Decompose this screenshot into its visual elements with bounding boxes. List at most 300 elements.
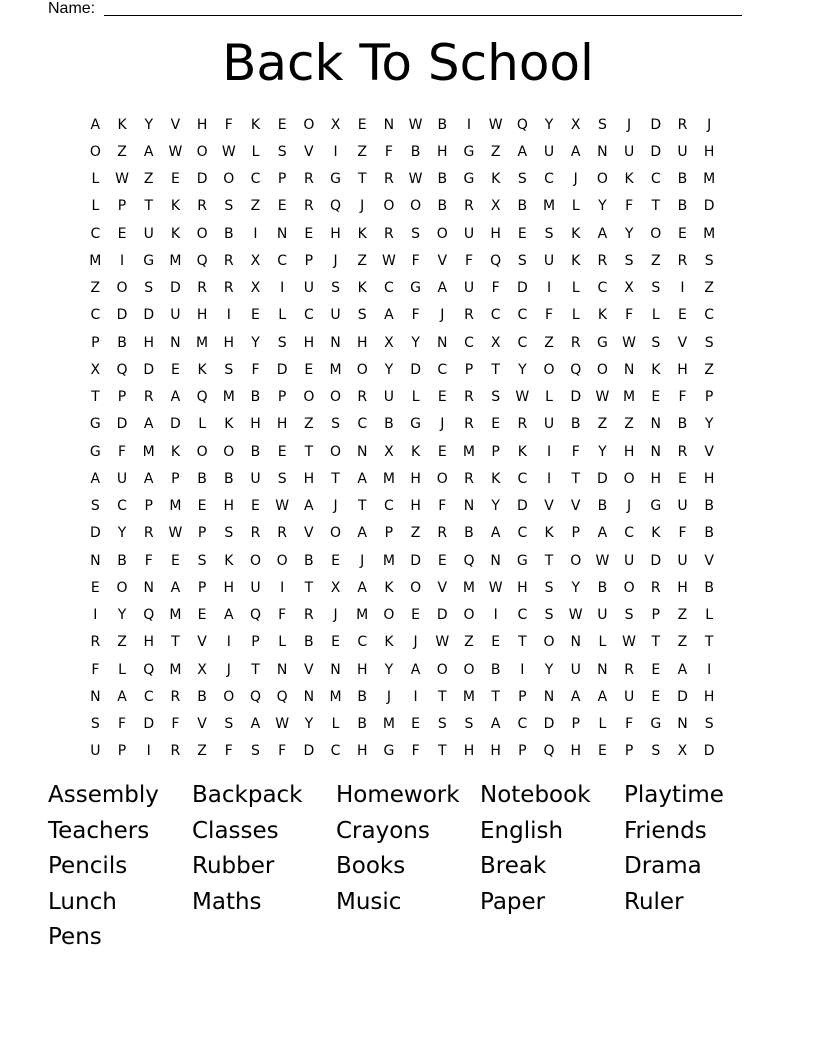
grid-letter[interactable]: L [198, 416, 206, 433]
grid-letter[interactable]: K [170, 225, 180, 242]
grid-letter[interactable]: V [170, 116, 181, 133]
grid-letter[interactable]: P [518, 688, 527, 705]
grid-letter[interactable]: O [436, 661, 448, 678]
grid-letter[interactable]: O [436, 470, 448, 487]
grid-letter[interactable]: N [597, 143, 608, 160]
grid-letter[interactable]: C [544, 171, 554, 188]
grid-letter[interactable]: B [357, 716, 368, 733]
grid-letter[interactable]: S [651, 334, 661, 351]
grid-letter[interactable]: J [386, 688, 391, 705]
grid-letter[interactable]: O [463, 607, 475, 624]
grid-letter[interactable]: L [571, 307, 580, 324]
grid-letter[interactable]: Z [464, 634, 474, 651]
grid-letter[interactable]: A [597, 225, 608, 242]
grid-letter[interactable]: E [411, 607, 421, 624]
grid-letter[interactable]: O [543, 634, 555, 651]
grid-letter[interactable]: E [197, 498, 207, 515]
grid-letter[interactable]: E [170, 171, 180, 188]
grid-letter[interactable]: S [90, 498, 100, 515]
grid-letter[interactable]: A [90, 116, 101, 133]
grid-letter[interactable]: H [143, 334, 154, 351]
grid-letter[interactable]: D [276, 361, 288, 378]
grid-letter[interactable]: D [89, 525, 101, 542]
grid-letter[interactable]: D [570, 389, 582, 406]
grid-letter[interactable]: H [356, 334, 368, 351]
grid-letter[interactable]: U [543, 143, 555, 160]
grid-letter[interactable]: F [411, 743, 420, 760]
grid-letter[interactable]: B [197, 470, 207, 487]
grid-letter[interactable]: T [251, 661, 260, 678]
grid-letter[interactable]: X [384, 443, 394, 460]
grid-letter[interactable]: K [651, 525, 661, 542]
grid-letter[interactable]: J [360, 552, 365, 569]
grid-letter[interactable]: R [223, 280, 234, 297]
grid-letter[interactable]: R [197, 198, 207, 215]
grid-letter[interactable]: C [357, 416, 368, 433]
grid-letter[interactable]: S [197, 552, 207, 569]
grid-letter[interactable]: E [491, 634, 501, 651]
grid-letter[interactable]: W [275, 498, 290, 515]
grid-letter[interactable]: U [677, 552, 688, 569]
grid-letter[interactable]: I [680, 280, 685, 297]
grid-letter[interactable]: A [143, 143, 154, 160]
grid-letter[interactable]: R [357, 389, 368, 406]
grid-letter[interactable]: E [651, 688, 661, 705]
grid-letter[interactable]: Y [491, 498, 500, 515]
grid-letter[interactable]: B [304, 552, 314, 569]
grid-letter[interactable]: W [381, 252, 396, 269]
grid-letter[interactable]: E [437, 552, 447, 569]
name-line[interactable] [104, 15, 742, 16]
grid-letter[interactable]: Y [384, 661, 394, 678]
grid-letter[interactable]: O [330, 443, 342, 460]
grid-letter[interactable]: K [384, 579, 394, 596]
grid-letter[interactable]: P [571, 525, 580, 542]
grid-letter[interactable]: R [143, 525, 154, 542]
grid-letter[interactable]: L [331, 716, 340, 733]
grid-letter[interactable]: Q [490, 252, 502, 269]
grid-letter[interactable]: Z [357, 143, 368, 160]
grid-letter[interactable]: N [677, 716, 688, 733]
grid-letter[interactable]: R [517, 416, 528, 433]
grid-letter[interactable]: Z [677, 607, 688, 624]
grid-letter[interactable]: Q [570, 361, 582, 378]
grid-letter[interactable]: A [384, 307, 394, 324]
grid-letter[interactable]: J [440, 307, 445, 324]
grid-letter[interactable]: R [384, 225, 394, 242]
grid-letter[interactable]: S [491, 389, 501, 406]
grid-letter[interactable]: U [623, 143, 635, 160]
grid-letter[interactable]: D [410, 552, 421, 569]
grid-letter[interactable]: R [303, 198, 314, 215]
grid-letter[interactable]: F [224, 743, 233, 760]
grid-letter[interactable]: A [304, 498, 314, 515]
grid-letter[interactable]: Z [544, 334, 554, 351]
grid-letter[interactable]: M [382, 716, 395, 733]
grid-letter[interactable]: S [597, 116, 607, 133]
grid-letter[interactable]: Y [598, 198, 607, 215]
grid-letter[interactable]: R [597, 252, 608, 269]
grid-letter[interactable]: D [196, 171, 208, 188]
grid-letter[interactable]: O [223, 443, 235, 460]
grid-letter[interactable]: A [677, 661, 688, 678]
grid-letter[interactable]: B [197, 688, 207, 705]
grid-letter[interactable]: J [333, 252, 338, 269]
grid-letter[interactable]: H [490, 743, 501, 760]
grid-letter[interactable]: X [490, 198, 501, 215]
grid-letter[interactable]: F [411, 307, 420, 324]
grid-letter[interactable]: O [623, 579, 635, 596]
grid-letter[interactable]: Q [249, 688, 261, 705]
grid-letter[interactable]: G [650, 716, 662, 733]
grid-letter[interactable]: P [464, 361, 474, 378]
grid-letter[interactable]: Y [117, 525, 127, 542]
grid-letter[interactable]: U [170, 307, 181, 324]
grid-letter[interactable]: K [170, 443, 180, 460]
grid-letter[interactable]: H [570, 743, 581, 760]
grid-letter[interactable]: D [170, 280, 181, 297]
grid-letter[interactable]: R [464, 389, 474, 406]
grid-letter[interactable]: U [250, 470, 261, 487]
grid-letter[interactable]: K [117, 116, 127, 133]
grid-letter[interactable]: Y [411, 334, 420, 351]
grid-letter[interactable]: Z [90, 280, 101, 297]
grid-letter[interactable]: U [330, 307, 341, 324]
grid-letter[interactable]: H [650, 470, 662, 487]
grid-letter[interactable]: R [90, 634, 101, 651]
grid-letter[interactable]: E [357, 116, 367, 133]
grid-letter[interactable]: V [304, 525, 314, 542]
grid-letter[interactable]: A [597, 525, 608, 542]
grid-letter[interactable]: O [303, 389, 315, 406]
grid-letter[interactable]: R [624, 661, 634, 678]
grid-letter[interactable]: G [650, 498, 662, 515]
grid-letter[interactable]: U [383, 389, 395, 406]
grid-letter[interactable]: C [90, 225, 101, 242]
grid-letter[interactable]: E [277, 116, 287, 133]
grid-letter[interactable]: P [277, 171, 287, 188]
grid-letter[interactable]: N [383, 116, 395, 133]
grid-letter[interactable]: E [197, 607, 207, 624]
grid-letter[interactable]: Q [143, 661, 155, 678]
grid-letter[interactable]: Z [677, 634, 688, 651]
grid-letter[interactable]: I [493, 607, 498, 624]
grid-letter[interactable]: S [464, 716, 474, 733]
grid-letter[interactable]: T [544, 552, 554, 569]
grid-letter[interactable]: B [677, 416, 688, 433]
grid-letter[interactable]: B [437, 116, 448, 133]
grid-letter[interactable]: B [490, 661, 501, 678]
grid-letter[interactable]: Z [143, 171, 154, 188]
grid-letter[interactable]: C [143, 688, 154, 705]
grid-letter[interactable]: O [276, 552, 288, 569]
grid-letter[interactable]: M [623, 389, 636, 406]
grid-letter[interactable]: T [518, 634, 527, 651]
grid-letter[interactable]: A [490, 525, 501, 542]
grid-letter[interactable]: E [678, 307, 687, 324]
grid-letter[interactable]: J [333, 498, 338, 515]
grid-letter[interactable]: P [91, 334, 100, 351]
grid-letter[interactable]: F [118, 443, 127, 460]
grid-letter[interactable]: A [357, 470, 367, 487]
grid-letter[interactable]: A [437, 280, 448, 297]
grid-letter[interactable]: S [331, 416, 340, 433]
grid-letter[interactable]: C [90, 307, 101, 324]
grid-letter[interactable]: F [144, 552, 153, 569]
grid-letter[interactable]: N [90, 552, 101, 569]
grid-letter[interactable]: H [143, 634, 154, 651]
grid-letter[interactable]: D [677, 688, 688, 705]
grid-letter[interactable]: U [116, 470, 128, 487]
grid-letter[interactable]: P [304, 252, 314, 269]
grid-letter[interactable]: S [357, 307, 367, 324]
grid-letter[interactable]: S [544, 579, 554, 596]
grid-letter[interactable]: T [304, 443, 314, 460]
grid-letter[interactable]: H [356, 743, 368, 760]
grid-letter[interactable]: D [543, 716, 555, 733]
grid-letter[interactable]: C [517, 334, 528, 351]
grid-letter[interactable]: N [623, 361, 635, 378]
grid-letter[interactable]: S [651, 280, 661, 297]
grid-letter[interactable]: N [170, 334, 181, 351]
grid-letter[interactable]: U [597, 607, 608, 624]
grid-letter[interactable]: M [169, 661, 182, 678]
grid-letter[interactable]: E [651, 389, 661, 406]
grid-letter[interactable]: V [677, 334, 688, 351]
grid-letter[interactable]: B [223, 225, 234, 242]
grid-letter[interactable]: D [116, 307, 128, 324]
grid-letter[interactable]: K [357, 225, 367, 242]
grid-letter[interactable]: B [597, 498, 608, 515]
grid-letter[interactable]: S [624, 252, 634, 269]
grid-letter[interactable]: W [595, 552, 610, 569]
grid-letter[interactable]: T [357, 171, 367, 188]
grid-letter[interactable]: I [226, 634, 231, 651]
grid-letter[interactable]: J [627, 498, 632, 515]
grid-letter[interactable]: H [677, 361, 688, 378]
grid-letter[interactable]: V [544, 498, 554, 515]
grid-letter[interactable]: D [143, 716, 155, 733]
grid-letter[interactable]: B [437, 198, 448, 215]
grid-letter[interactable]: L [598, 716, 607, 733]
grid-letter[interactable]: M [382, 470, 395, 487]
grid-letter[interactable]: G [596, 334, 608, 351]
grid-letter[interactable]: C [437, 361, 448, 378]
grid-letter[interactable]: B [117, 552, 127, 569]
grid-letter[interactable]: O [330, 389, 342, 406]
grid-letter[interactable]: N [303, 688, 315, 705]
grid-letter[interactable]: E [304, 225, 314, 242]
grid-letter[interactable]: O [650, 225, 662, 242]
grid-letter[interactable]: I [546, 280, 552, 297]
grid-letter[interactable]: S [277, 334, 287, 351]
grid-letter[interactable]: U [623, 552, 635, 569]
grid-letter[interactable]: U [677, 498, 688, 515]
grid-letter[interactable]: M [542, 198, 556, 215]
grid-letter[interactable]: B [223, 470, 234, 487]
grid-letter[interactable]: A [357, 579, 367, 596]
grid-letter[interactable]: U [250, 579, 261, 596]
grid-letter[interactable]: H [356, 661, 368, 678]
grid-letter[interactable]: M [169, 498, 182, 515]
grid-letter[interactable]: H [437, 143, 448, 160]
grid-letter[interactable]: B [250, 389, 261, 406]
grid-letter[interactable]: L [571, 198, 580, 215]
grid-letter[interactable]: H [703, 688, 715, 705]
grid-letter[interactable]: O [570, 552, 582, 569]
grid-letter[interactable]: H [223, 334, 235, 351]
grid-letter[interactable]: R [143, 389, 154, 406]
grid-letter[interactable]: I [146, 743, 151, 760]
grid-letter[interactable]: W [168, 525, 183, 542]
grid-letter[interactable]: M [329, 688, 342, 705]
grid-letter[interactable]: B [677, 198, 688, 215]
grid-letter[interactable]: V [197, 716, 207, 733]
grid-letter[interactable]: R [303, 171, 314, 188]
grid-letter[interactable]: K [544, 525, 554, 542]
grid-letter[interactable]: S [544, 225, 554, 242]
grid-letter[interactable]: A [170, 389, 181, 406]
grid-letter[interactable]: V [197, 634, 207, 651]
grid-letter[interactable]: H [410, 498, 421, 515]
grid-letter[interactable]: U [543, 252, 555, 269]
grid-letter[interactable]: O [436, 225, 448, 242]
grid-letter[interactable]: C [250, 171, 261, 188]
grid-letter[interactable]: S [251, 743, 260, 760]
grid-letter[interactable]: Z [117, 634, 127, 651]
grid-letter[interactable]: K [517, 443, 527, 460]
grid-letter[interactable]: T [571, 470, 580, 487]
grid-letter[interactable]: O [223, 688, 235, 705]
grid-letter[interactable]: H [276, 416, 288, 433]
grid-letter[interactable]: I [413, 688, 418, 705]
grid-letter[interactable]: C [704, 307, 715, 324]
grid-letter[interactable]: Z [490, 143, 501, 160]
grid-letter[interactable]: M [169, 252, 182, 269]
word-search-grid[interactable] [82, 111, 723, 765]
grid-letter[interactable]: E [117, 225, 127, 242]
grid-letter[interactable]: Z [304, 416, 314, 433]
grid-letter[interactable]: F [625, 198, 634, 215]
grid-letter[interactable]: Y [518, 361, 527, 378]
grid-letter[interactable]: K [571, 252, 581, 269]
grid-letter[interactable]: L [91, 198, 100, 215]
grid-letter[interactable]: F [118, 716, 127, 733]
grid-letter[interactable]: P [197, 579, 207, 596]
grid-letter[interactable]: T [491, 361, 500, 378]
grid-letter[interactable]: R [464, 416, 474, 433]
grid-letter[interactable]: B [677, 171, 688, 188]
grid-letter[interactable]: M [329, 361, 342, 378]
grid-letter[interactable]: N [276, 661, 288, 678]
grid-letter[interactable]: S [704, 716, 714, 733]
grid-letter[interactable]: F [91, 661, 100, 678]
grid-letter[interactable]: N [597, 661, 608, 678]
grid-letter[interactable]: S [517, 252, 527, 269]
grid-letter[interactable]: S [544, 607, 554, 624]
grid-letter[interactable]: J [333, 607, 338, 624]
grid-letter[interactable]: Y [544, 661, 554, 678]
grid-letter[interactable]: K [250, 116, 261, 133]
grid-letter[interactable]: O [410, 579, 422, 596]
grid-letter[interactable]: D [650, 143, 662, 160]
grid-letter[interactable]: R [677, 116, 688, 133]
grid-letter[interactable]: Z [650, 252, 661, 269]
grid-letter[interactable]: E [651, 661, 661, 678]
grid-letter[interactable]: F [571, 443, 580, 460]
grid-letter[interactable]: X [250, 252, 261, 269]
grid-letter[interactable]: I [707, 661, 712, 678]
grid-letter[interactable]: R [677, 443, 688, 460]
grid-letter[interactable]: Z [410, 525, 421, 542]
grid-letter[interactable]: E [277, 443, 287, 460]
grid-letter[interactable]: W [622, 634, 637, 651]
grid-letter[interactable]: S [90, 716, 100, 733]
grid-letter[interactable]: O [410, 198, 422, 215]
grid-letter[interactable]: K [224, 552, 234, 569]
grid-letter[interactable]: E [437, 389, 447, 406]
grid-letter[interactable]: W [408, 171, 423, 188]
grid-letter[interactable]: R [437, 525, 448, 542]
grid-letter[interactable]: N [570, 634, 581, 651]
grid-letter[interactable]: E [331, 552, 340, 569]
grid-letter[interactable]: I [280, 579, 285, 596]
grid-letter[interactable]: W [435, 634, 450, 651]
grid-letter[interactable]: F [491, 280, 500, 297]
grid-letter[interactable]: C [650, 171, 661, 188]
grid-letter[interactable]: F [251, 361, 260, 378]
grid-letter[interactable]: B [384, 416, 394, 433]
grid-letter[interactable]: Y [384, 361, 394, 378]
grid-letter[interactable]: K [197, 361, 207, 378]
grid-letter[interactable]: B [570, 416, 581, 433]
grid-letter[interactable]: C [517, 607, 528, 624]
grid-letter[interactable]: A [223, 607, 234, 624]
grid-letter[interactable]: H [250, 416, 261, 433]
grid-letter[interactable]: S [224, 361, 234, 378]
grid-letter[interactable]: S [224, 525, 234, 542]
grid-letter[interactable]: F [438, 498, 447, 515]
grid-letter[interactable]: W [168, 143, 183, 160]
grid-letter[interactable]: F [625, 307, 634, 324]
grid-letter[interactable]: G [410, 280, 422, 297]
grid-letter[interactable]: D [170, 416, 181, 433]
grid-letter[interactable]: B [464, 525, 474, 542]
grid-letter[interactable]: E [331, 634, 340, 651]
grid-letter[interactable]: J [707, 116, 712, 133]
grid-letter[interactable]: C [384, 498, 394, 515]
grid-letter[interactable]: D [650, 116, 662, 133]
grid-letter[interactable]: G [463, 171, 475, 188]
grid-letter[interactable]: F [625, 716, 634, 733]
grid-letter[interactable]: J [440, 416, 445, 433]
grid-letter[interactable]: S [704, 252, 714, 269]
grid-letter[interactable]: X [330, 579, 341, 596]
grid-letter[interactable]: I [333, 143, 338, 160]
grid-letter[interactable]: H [703, 143, 715, 160]
grid-letter[interactable]: S [411, 225, 421, 242]
grid-letter[interactable]: Q [196, 252, 208, 269]
grid-letter[interactable]: B [250, 443, 261, 460]
grid-letter[interactable]: O [196, 225, 208, 242]
grid-letter[interactable]: P [251, 634, 260, 651]
grid-letter[interactable]: G [463, 143, 475, 160]
grid-letter[interactable]: S [331, 280, 340, 297]
grid-letter[interactable]: E [251, 307, 260, 324]
grid-letter[interactable]: P [171, 470, 180, 487]
grid-letter[interactable]: H [623, 443, 635, 460]
grid-letter[interactable]: A [410, 661, 421, 678]
